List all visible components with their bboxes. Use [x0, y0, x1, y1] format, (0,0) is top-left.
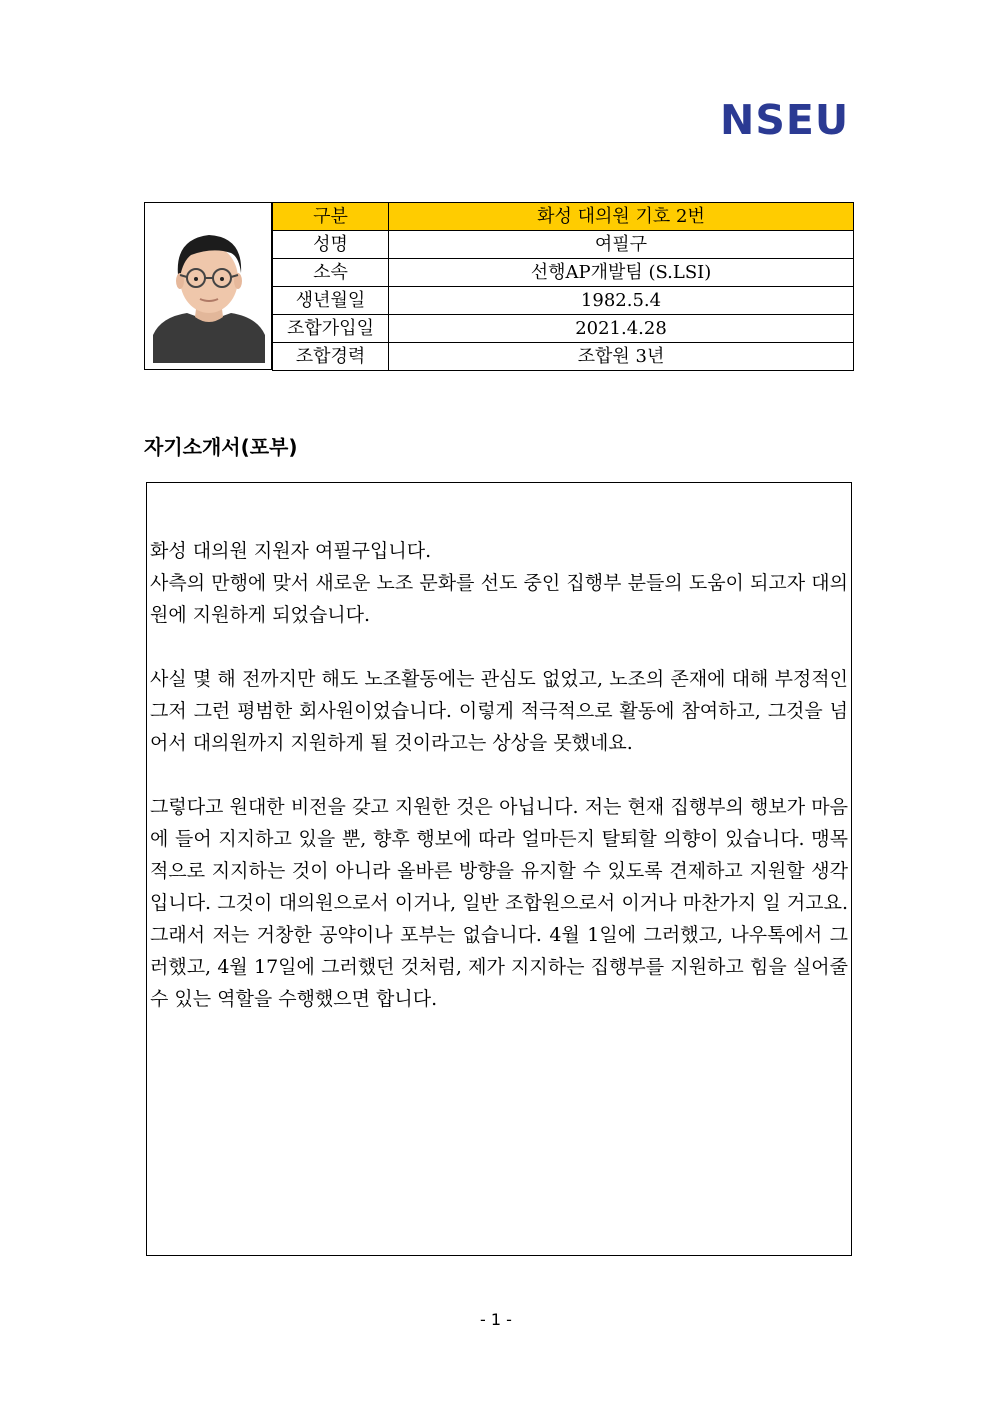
info-row-join-date	[273, 315, 854, 343]
essay-paragraph-3: 그렇다고 원대한 비전을 갖고 지원한 것은 아닙니다. 저는 현재 집행부의 행보가 마음에 들어 지지하고 있을 뿐, 향후 행보에 따라 얼마든지 탈퇴할 의향이 있습니다. 맹목적으로 지지하는 것이 아니라 올바른 방향을 유지할 수 있도록 견제하고 지원할 생각입니다. 그것이 대의원으로서 이거나, 일반 조합원으로서 이거나 마찬가지 일 거고요. 그래서 저는 거창한 공약이나 포부는 없습니다. 4월 1일에 그러했고, 나우톡에서 그러했고, 4월 17일에 그러했던 것처럼, 제가 지지하는 집행부를 지원하고 힘을 실어줄 수 있는 역할을 수행했으면 합니다.	[150, 796, 848, 1010]
info-row-membership	[273, 343, 854, 371]
info-row-category	[273, 203, 854, 231]
page-number: - 1 -	[480, 1310, 512, 1329]
info-value: 선행AP개발팀 (S.LSI)	[389, 259, 854, 287]
essay-paragraph-2: 사실 몇 해 전까지만 해도 노조활동에는 관심도 없었고, 노조의 존재에 대해 부정적인 그저 그런 평범한 회사원이었습니다. 이렇게 적극적으로 활동에 참여하고, 그것을 넘어서 대의원까지 지원하게 될 것이라고는 상상을 못했네요.	[150, 668, 848, 754]
info-row-name	[273, 231, 854, 259]
info-label: 조합가입일	[273, 315, 389, 343]
info-row-birthdate	[273, 287, 854, 315]
nseu-logo: NSEU	[720, 96, 850, 144]
section-title: 자기소개서(포부)	[144, 435, 298, 459]
info-value: 화성 대의원 기호 2번	[389, 203, 854, 231]
info-label: 조합경력	[273, 343, 389, 371]
essay-line: 화성 대의원 지원자 여필구입니다. 사측의 만행에 맞서 새로운 노조 문화를 선도 중인 집행부 분들의 도움이 되고자 대의원에 지원하게 되었습니다.	[150, 540, 848, 626]
info-value: 조합원 3년	[389, 343, 854, 371]
candidate-info-table	[272, 202, 854, 371]
info-row-affiliation	[273, 259, 854, 287]
info-label: 구분	[273, 203, 389, 231]
info-label: 성명	[273, 231, 389, 259]
candidate-photo	[144, 202, 272, 370]
info-value: 여필구	[389, 231, 854, 259]
essay-paragraph-1	[150, 535, 848, 631]
info-value: 1982.5.4	[389, 287, 854, 315]
info-label: 소속	[273, 259, 389, 287]
portrait-image	[153, 217, 265, 363]
essay-box	[146, 482, 852, 1256]
info-label: 생년월일	[273, 287, 389, 315]
essay-text	[150, 535, 848, 1015]
info-value: 2021.4.28	[389, 315, 854, 343]
